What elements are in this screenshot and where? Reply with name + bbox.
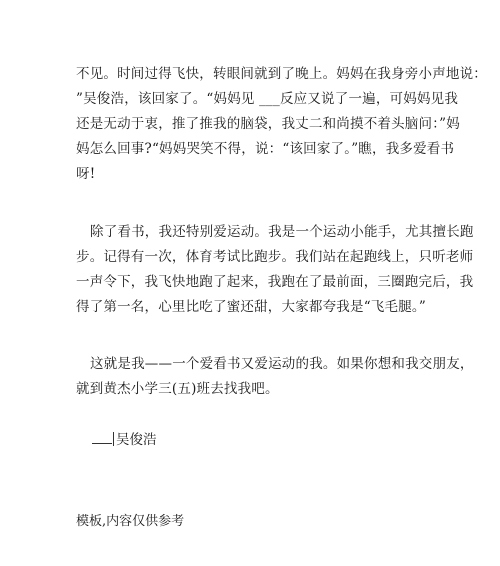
text-line: 妈怎么回事?“妈妈哭笑不得，说：“该回家了。”瞧，我多爱看书 <box>76 141 455 157</box>
text-line: 就到黄杰小学三(五)班去找我吧。 <box>76 381 279 397</box>
signature-blank <box>92 429 112 444</box>
paragraph-reading <box>76 62 487 187</box>
text-line: 不见。时间过得飞快，转眼间就到了晚上。妈妈在我身旁小声地说： <box>76 66 487 82</box>
signature-name: 吴俊浩 <box>116 432 157 448</box>
text-line: ”吴俊浩，该回家了。“妈妈见 ___反应又说了一遍，可妈妈见我 <box>76 91 459 107</box>
paragraph-conclusion <box>76 352 474 402</box>
text-line: 还是无动于衷，推了推我的脑袋，我丈二和尚摸不着头脑问：”妈 <box>76 116 460 132</box>
signature-divider <box>113 432 114 446</box>
text-line: 除了看书，我还特别爱运动。我是一个运动小能手，尤其擅长跑 <box>90 224 474 240</box>
text-line: 呀! <box>76 166 96 182</box>
text-line: 得了第一名，心里比吃了蜜还甜，大家都夸我是“飞毛腿。” <box>76 299 426 315</box>
paragraph-sports <box>76 220 474 320</box>
text-line: 步。记得有一次，体育考试比跑步。我们站在起跑线上，只听老师 <box>76 249 474 265</box>
signature <box>92 428 157 453</box>
footer-note: 模板,内容仅供参考 <box>76 514 185 529</box>
text-line: 这就是我——一个爱看书又爱运动的我。如果你想和我交朋友， <box>90 356 474 372</box>
text-line: 一声令下，我飞快地跑了起来，我跑在了最前面，三圈跑完后，我 <box>76 274 474 290</box>
